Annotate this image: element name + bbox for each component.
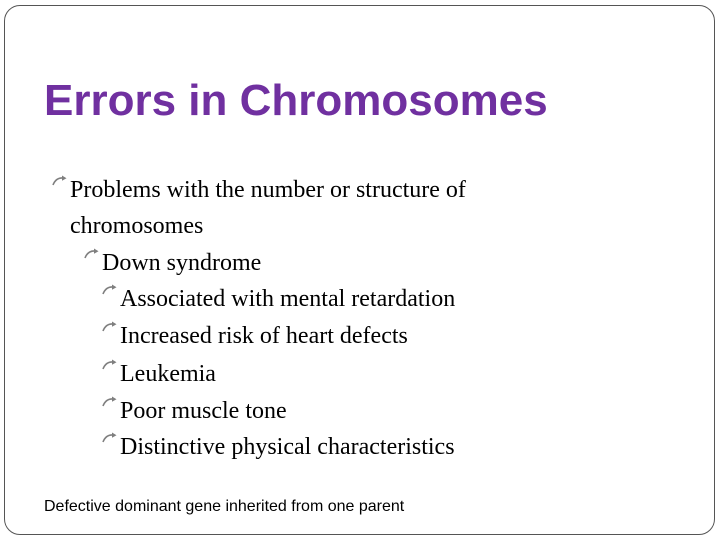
bullet-level3-text: Poor muscle tone: [120, 398, 287, 424]
bullet-level3-text: Associated with mental retardation: [120, 286, 456, 312]
curved-arrow-bullet-icon: [94, 434, 120, 454]
slide-footer-note: Defective dominant gene inherited from one parent: [44, 498, 405, 515]
bullet-level3-item: [94, 360, 216, 388]
curved-arrow-bullet-icon: [76, 250, 102, 270]
bullet-level3-text: Increased risk of heart defects: [120, 323, 408, 349]
bullet-level3-item: [94, 433, 455, 461]
bullet-level3-text: Leukemia: [120, 361, 216, 387]
bullet-level1-continuation: chromosomes: [70, 213, 204, 239]
bullet-level3-text: Distinctive physical characteristics: [120, 434, 455, 460]
bullet-level3-item: [94, 322, 408, 350]
curved-arrow-bullet-icon: [94, 323, 120, 343]
curved-arrow-bullet-icon: [94, 398, 120, 418]
bullet-level3-item: [94, 285, 455, 313]
bullet-level1-text: Problems with the number or structure of: [70, 177, 466, 203]
curved-arrow-bullet-icon: [94, 286, 120, 306]
bullet-level2-text: Down syndrome: [102, 250, 262, 276]
slide-title: Errors in Chromosomes: [44, 76, 548, 125]
curved-arrow-bullet-icon: [94, 361, 120, 381]
bullet-level3-item: [94, 397, 287, 425]
bullet-level1: [44, 176, 466, 204]
curved-arrow-bullet-icon: [44, 177, 70, 197]
bullet-level2: [76, 249, 261, 277]
